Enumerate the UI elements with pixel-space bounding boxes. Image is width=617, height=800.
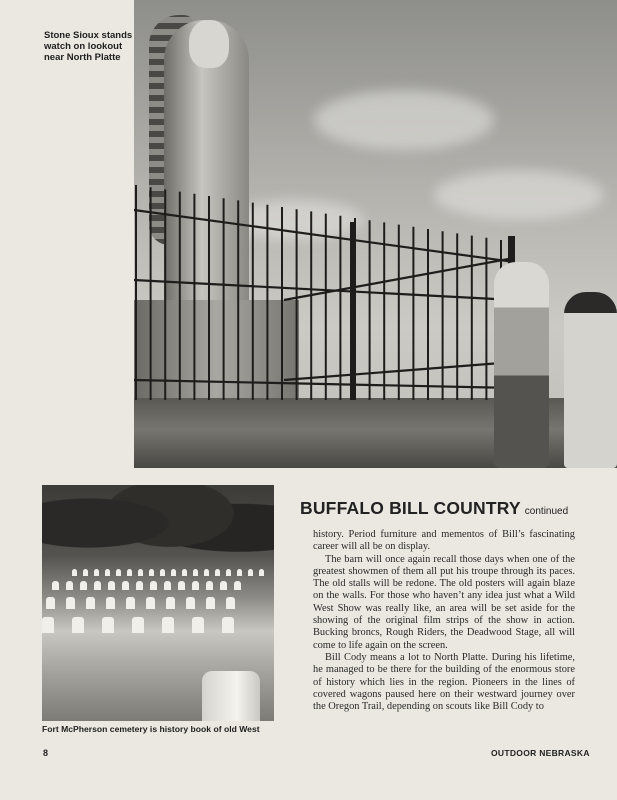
headstone xyxy=(66,581,73,590)
headstone xyxy=(193,569,198,576)
headstone xyxy=(132,617,144,633)
tree-line xyxy=(42,485,274,580)
headstone xyxy=(206,597,215,609)
headstone xyxy=(80,581,87,590)
headstone xyxy=(122,581,129,590)
headstone xyxy=(72,617,84,633)
headstone xyxy=(220,581,227,590)
cemetery-photo xyxy=(42,485,274,721)
stone-sioux-photo xyxy=(134,0,617,468)
headstone xyxy=(248,569,253,576)
headstone xyxy=(182,569,187,576)
headstone xyxy=(166,597,175,609)
headstone xyxy=(66,597,75,609)
top-photo-caption xyxy=(44,30,136,63)
headstone xyxy=(215,569,220,576)
headstone xyxy=(42,617,54,633)
headstone xyxy=(150,581,157,590)
headstone xyxy=(146,597,155,609)
headstone xyxy=(234,581,241,590)
headstone xyxy=(52,581,59,590)
headstone xyxy=(162,617,174,633)
foreground-headstone xyxy=(202,671,260,721)
cemetery-caption: Fort McPherson cemetery is history book of old West xyxy=(42,724,260,734)
magazine-name: OUTDOOR NEBRASKA xyxy=(491,748,590,758)
caption-line: watch on lookout xyxy=(44,41,123,52)
article-body xyxy=(313,529,575,713)
headstone xyxy=(164,581,171,590)
headstone xyxy=(171,569,176,576)
headstone xyxy=(46,597,55,609)
headstone xyxy=(206,581,213,590)
headstone xyxy=(108,581,115,590)
headstone xyxy=(226,569,231,576)
headstone xyxy=(237,569,242,576)
headstone xyxy=(116,569,121,576)
headstone xyxy=(186,597,195,609)
headstone xyxy=(149,569,154,576)
headstone xyxy=(102,617,114,633)
headstone xyxy=(259,569,264,576)
title-text: BUFFALO BILL COUNTRY xyxy=(300,498,521,518)
title-suffix: continued xyxy=(524,506,569,517)
headstone xyxy=(192,581,199,590)
paragraph: The barn will once again recall those days when one of the greatest showmen of them all put his troupe through its paces. The old stalls will be redone. The old posters will again blaze on the walls. For those who haven’t any idea just what a Wild West Show was really like, an area will be set aside for the showing of the original film strips of the show in action. Bucking broncs, Rough Riders, the Deadwood Stage, all will come to life again on the screen. xyxy=(313,553,575,651)
caption-line: near North Platte xyxy=(44,52,121,63)
man-figure xyxy=(494,262,549,468)
headstone xyxy=(105,569,110,576)
headstone xyxy=(127,569,132,576)
paragraph: Bill Cody means a lot to North Platte. During his lifetime, he managed to be there for the building of the enormous store of history which lies in the region. Pioneers in the lines of covered wagons paused here on their westward journey over the Oregon Trail, depending on scouts like Bill Cody to xyxy=(313,651,575,713)
caption-line: Stone Sioux stands xyxy=(44,30,133,41)
headstone xyxy=(126,597,135,609)
headstone xyxy=(138,569,143,576)
headstone xyxy=(72,569,77,576)
headstone xyxy=(94,569,99,576)
headstone xyxy=(94,581,101,590)
headstone xyxy=(160,569,165,576)
headstone xyxy=(222,617,234,633)
page-number: 8 xyxy=(43,748,49,758)
headstone xyxy=(204,569,209,576)
article-title xyxy=(300,498,568,519)
headstone xyxy=(226,597,235,609)
headstone xyxy=(178,581,185,590)
headstone xyxy=(83,569,88,576)
headstone xyxy=(86,597,95,609)
headstone xyxy=(192,617,204,633)
woman-figure xyxy=(564,292,617,468)
paragraph: history. Period furniture and mementos of Bill’s fascinating career will all be on display. xyxy=(313,529,575,553)
headstone xyxy=(136,581,143,590)
headstone xyxy=(106,597,115,609)
